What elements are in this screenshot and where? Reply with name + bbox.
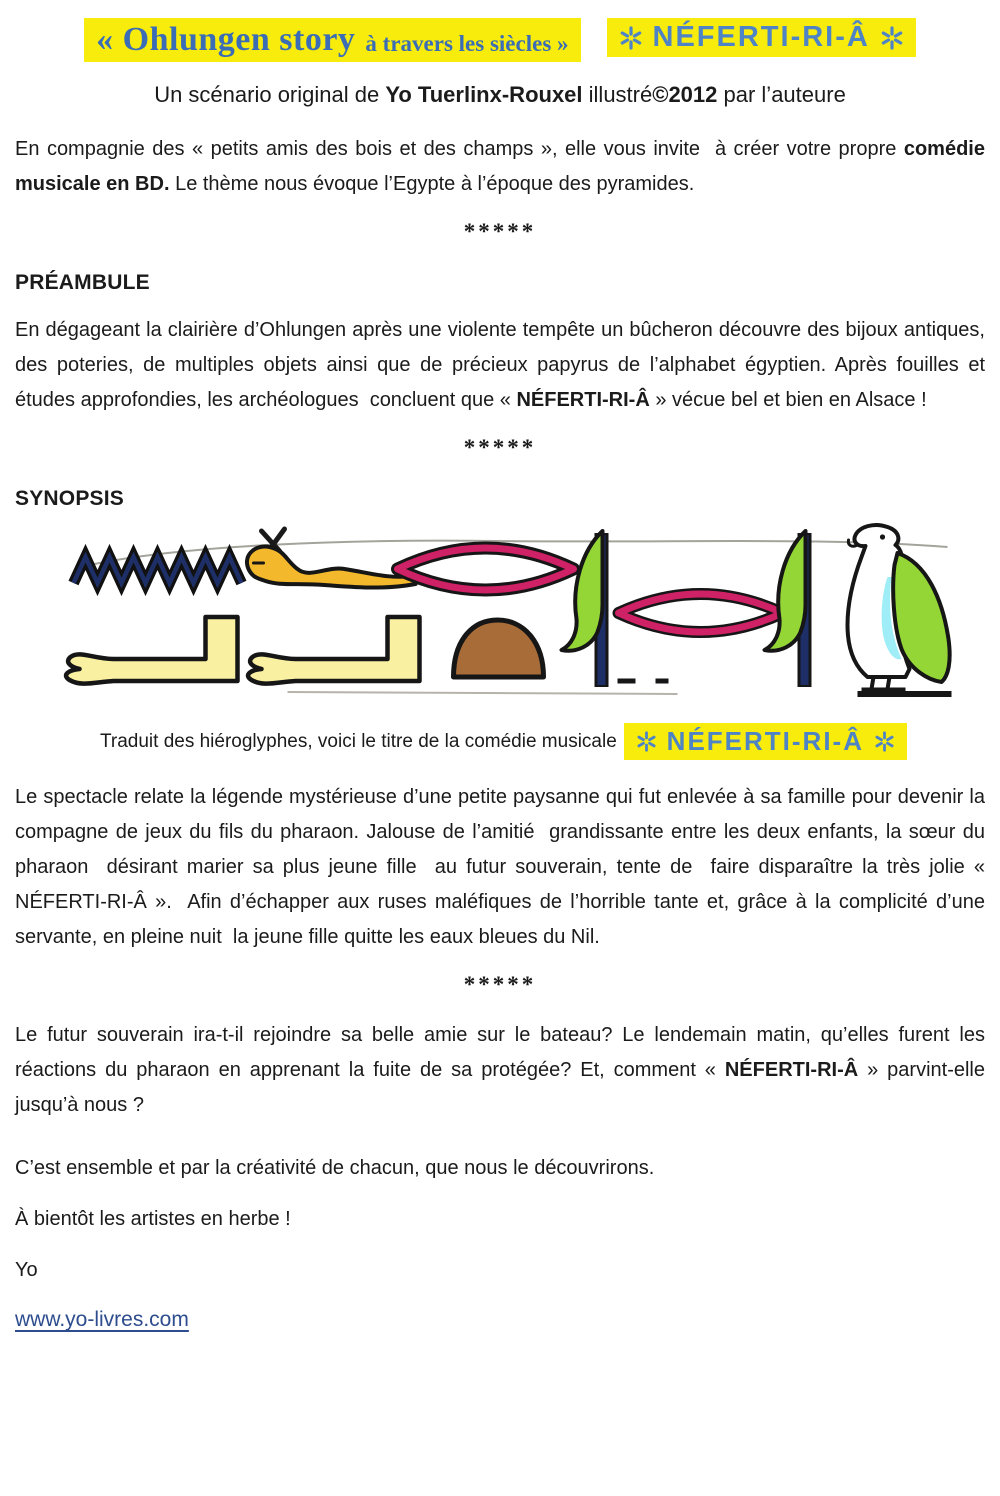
hieroglyph-bird-icon	[848, 525, 952, 694]
hieroglyph-mouth-icon	[398, 548, 574, 590]
intro-paragraph: En compagnie des « petits amis des bois et des champs », elle vous invite à créer votre propre comédie musicale en BD. Le thème nous évoque l’Egypte à l’époque des pyramides.	[15, 138, 991, 195]
hieroglyph-mouth-icon	[619, 594, 783, 632]
asterisk-icon	[880, 26, 904, 50]
title-row	[15, 18, 985, 62]
neferti-caption-highlight	[624, 723, 907, 760]
farewell-paragraph: À bientôt les artistes en herbe !	[15, 1208, 291, 1230]
caption-row	[15, 723, 985, 760]
story-paragraph: Le spectacle relate la légende mystérieuse d’une petite paysanne qui fut enlevée à sa famille pour devenir la compagne de jeux du fils du pharaon. Jalouse de l’amitié grandissante entre les deux enfants, la sœur du pharaon désirant marier sa plus jeune fille au futur souverain, tente de faire disparaître la très jolie « NÉFERTI-RI-Â ». Afin d’échapper aux ruses maléfiques de l’horrible tante et, grâce à la complicité d’une servante, en pleine nuit la jeune fille quitte les eaux bleues du Nil.	[15, 786, 991, 948]
byline: Un scénario original de Yo Tuerlinx-Rouxel illustré©2012 par l’auteure	[154, 82, 846, 107]
hieroglyph-horned-viper-icon	[247, 529, 416, 588]
main-title-highlight	[84, 18, 580, 62]
hieroglyph-artwork	[23, 519, 958, 714]
hieroglyph-water-ripple-icon	[74, 557, 242, 583]
questions-paragraph: Le futur souverain ira-t-il rejoindre sa belle amie sur le bateau? Le lendemain matin, qu’elles furent les réactions du pharaon en apprenant la fuite de sa protégée? Et, comment « NÉFERTI-RI-Â » parvint-elle jusqu’à nous ?	[15, 1024, 991, 1116]
synopsis-heading: SYNOPSIS	[15, 487, 124, 510]
hieroglyph-forearm-icon	[66, 617, 237, 684]
separator: *****	[463, 435, 537, 460]
preambule-paragraph: En dégageant la clairière d’Ohlungen après une violente tempête un bûcheron découvre des bijoux antiques, des poteries, de multiples objets ainsi que de précieux papyrus de l’alphabet égyptien. Après fouilles et études approfondies, les archéologues concluent que « NÉFERTI-RI-Â » vécue bel et bien en Alsace !	[15, 319, 991, 411]
neferti-caption: NÉFERTI-RI-Â	[666, 726, 864, 756]
neferti-title: NÉFERTI-RI-Â	[652, 21, 870, 53]
asterisk-icon	[636, 731, 657, 752]
separator: *****	[463, 972, 537, 997]
main-title: « Ohlungen story	[96, 21, 356, 58]
signature: Yo	[15, 1259, 38, 1281]
hieroglyph-caption: Traduit des hiéroglyphes, voici le titre de la comédie musicale	[100, 730, 617, 752]
closing-paragraph: C’est ensemble et par la créativité de chacun, que nous le découvrirons.	[15, 1157, 655, 1179]
preambule-heading: PRÉAMBULE	[15, 271, 150, 294]
main-title-subtext: à travers les siècles »	[365, 31, 569, 56]
asterisk-icon	[619, 26, 643, 50]
neferti-title-highlight	[607, 18, 916, 57]
hieroglyph-reed-leaf-icon	[562, 531, 603, 687]
hieroglyph-forearm-icon	[248, 617, 419, 684]
website-link[interactable]: www.yo-livres.com	[15, 1308, 189, 1331]
separator: *****	[463, 219, 537, 244]
hieroglyph-bread-loaf-icon	[454, 620, 544, 677]
asterisk-icon	[874, 731, 895, 752]
hieroglyph-figure	[23, 519, 963, 719]
